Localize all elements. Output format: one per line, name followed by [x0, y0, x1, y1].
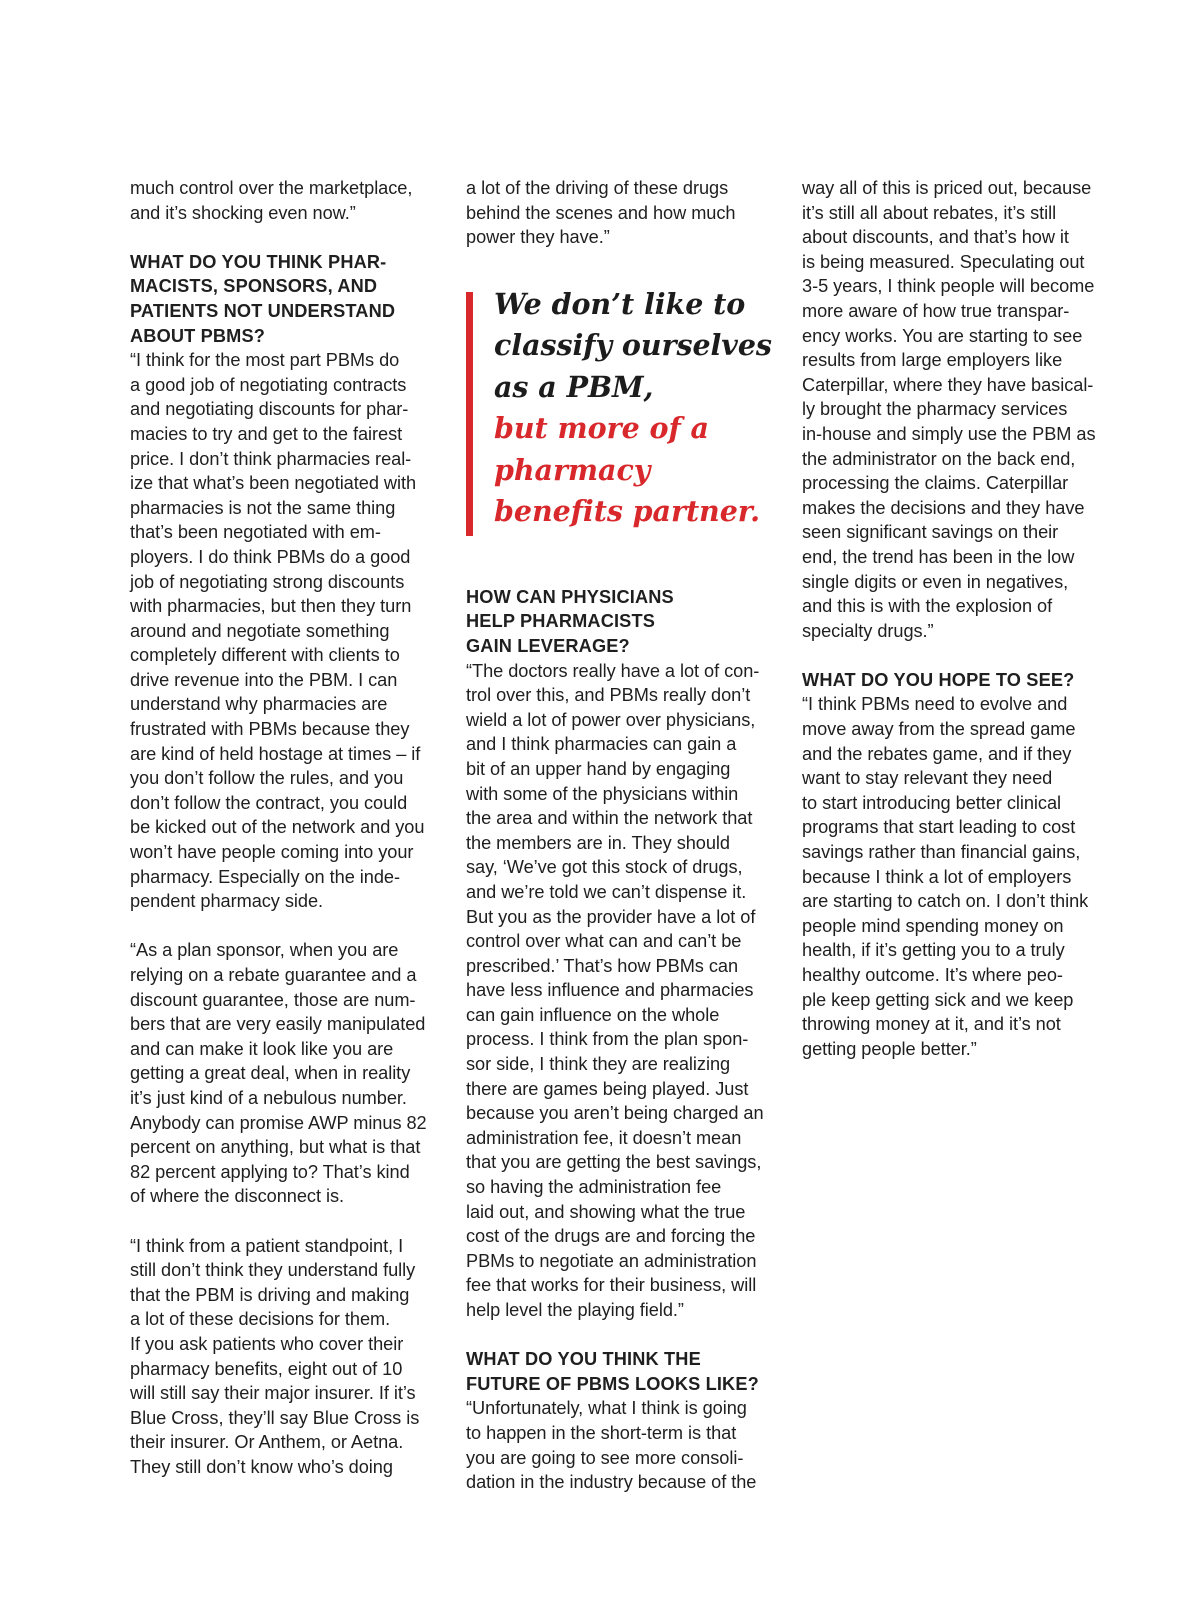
text-line: “The doctors really have a lot of con- [466, 660, 760, 681]
text-line: process. I think from the plan spon- [466, 1029, 749, 1050]
heading-line: MACISTS, SPONSORS, AND [130, 276, 378, 297]
text-line: don’t follow the contract, you could [130, 792, 408, 813]
text-line: behind the scenes and how much [466, 202, 736, 223]
text-line: way all of this is priced out, because [802, 178, 1092, 198]
text-line: dation in the industry because of the [466, 1472, 757, 1493]
text-line: sor side, I think they are realizing [466, 1054, 731, 1075]
text-line: 82 percent applying to? That’s kind [130, 1161, 410, 1182]
text-line: around and negotiate something [130, 620, 390, 641]
text-line: cost of the drugs are and forcing the [466, 1226, 756, 1247]
text-line: a lot of these decisions for them. [130, 1309, 391, 1330]
text-line: frustrated with PBMs because they [130, 719, 410, 740]
text-line: that’s been negotiated with em- [130, 522, 381, 543]
text-line: administration fee, it doesn’t mean [466, 1127, 742, 1148]
text-line: “I think PBMs need to evolve and [802, 694, 1068, 715]
paragraph [802, 692, 1124, 1061]
paragraph [130, 348, 452, 914]
text-line: “I think from a patient standpoint, I [130, 1235, 404, 1256]
text-line: programs that start leading to cost [802, 817, 1076, 838]
text-line: getting people better.” [802, 1038, 977, 1059]
heading-line: HELP PHARMACISTS [466, 611, 656, 632]
heading-line: WHAT DO YOU THINK THE [466, 1349, 701, 1370]
text-line: ple keep getting sick and we keep [802, 989, 1074, 1010]
text-line: you don’t follow the rules, and you [130, 768, 404, 789]
text-line: with some of the physicians within [466, 783, 739, 804]
heading-line: WHAT DO YOU THINK PHAR- [130, 251, 387, 272]
paragraph [130, 1234, 452, 1480]
column-1 [130, 176, 452, 1479]
text-line: discount guarantee, those are num- [130, 989, 416, 1010]
pull-quote-line: classify ourselves [494, 328, 772, 363]
text-line: to happen in the short-term is that [466, 1422, 737, 1443]
text-line: to start introducing better clinical [802, 792, 1062, 813]
text-line: drive revenue into the PBM. I can [130, 669, 398, 690]
text-line: and I think pharmacies can gain a [466, 734, 737, 755]
text-line: pharmacies is not the same thing [130, 497, 396, 518]
text-line: processing the claims. Caterpillar [802, 473, 1069, 494]
text-line: health, if it’s getting you to a truly [802, 940, 1065, 961]
text-line: macies to try and get to the fairest [130, 423, 403, 444]
text-line: and can make it look like you are [130, 1038, 394, 1059]
text-line: ency works. You are starting to see [802, 325, 1083, 346]
text-line: have less influence and pharmacies [466, 980, 754, 1001]
text-line: pendent pharmacy side. [130, 891, 324, 912]
section-heading-pbm-understanding [130, 250, 452, 348]
text-line: are kind of held hostage at times – if [130, 743, 421, 764]
text-line: because I think a lot of employers [802, 866, 1072, 887]
pull-quote-line: as a PBM, [494, 369, 654, 404]
text-line: Blue Cross, they’ll say Blue Cross is [130, 1407, 420, 1428]
text-line: will still say their major insurer. If it’s [130, 1383, 416, 1404]
section-heading-future [466, 1347, 788, 1396]
section-heading-hope [802, 668, 1124, 693]
text-line: laid out, and showing what the true [466, 1201, 746, 1222]
text-line: wield a lot of power over physicians, [466, 709, 756, 730]
text-line: control over what can and can’t be [466, 931, 742, 952]
text-line: and the rebates game, and if they [802, 743, 1072, 764]
text-line: with pharmacies, but then they turn [130, 596, 412, 617]
text-line: more aware of how true transpar- [802, 300, 1070, 321]
pull-quote-highlight-line: pharmacy [494, 452, 651, 487]
text-line: won’t have people coming into your [130, 842, 414, 863]
text-line: that the PBM is driving and making [130, 1284, 410, 1305]
pull-quote [466, 284, 788, 533]
text-line: trol over this, and PBMs really don’t [466, 685, 751, 706]
text-line: seen significant savings on their [802, 522, 1059, 543]
text-line: pharmacy. Especially on the inde- [130, 866, 400, 887]
text-line: ployers. I do think PBMs do a good [130, 546, 411, 567]
text-line: and we’re told we can’t dispense it. [466, 881, 747, 902]
paragraph [130, 938, 452, 1209]
text-line: pharmacy benefits, eight out of 10 [130, 1358, 403, 1379]
text-line: you are going to see more consoli- [466, 1447, 744, 1468]
text-line: still don’t think they understand fully [130, 1260, 416, 1281]
text-line: prescribed.’ That’s how PBMs can [466, 955, 739, 976]
text-line: the members are in. They should [466, 832, 730, 853]
text-line: single digits or even in negatives, [802, 571, 1069, 592]
column-3 [802, 176, 1124, 1061]
paragraph-continued [466, 176, 788, 250]
text-line: completely different with clients to [130, 645, 400, 666]
text-line: bit of an upper hand by engaging [466, 758, 731, 779]
text-line: Anybody can promise AWP minus 82 [130, 1112, 427, 1133]
text-line: healthy outcome. It’s where peo- [802, 965, 1063, 985]
paragraph [466, 1396, 788, 1494]
column-2 [466, 176, 788, 1495]
text-line: makes the decisions and they have [802, 497, 1085, 518]
text-line: be kicked out of the network and you [130, 817, 425, 838]
text-line: help level the playing field.” [466, 1300, 684, 1320]
text-line: people mind spending money on [802, 915, 1064, 936]
paragraph [466, 659, 788, 1323]
text-line: about discounts, and that’s how it [802, 227, 1069, 248]
paragraph-continued [802, 176, 1124, 643]
text-line: job of negotiating strong discounts [130, 571, 405, 592]
text-line: price. I don’t think pharmacies real- [130, 448, 412, 469]
pull-quote-highlight-line: benefits partner. [494, 494, 761, 529]
text-line: savings rather than financial gains, [802, 842, 1081, 863]
text-line: the area and within the network that [466, 808, 753, 829]
text-line: “As a plan sponsor, when you are [130, 940, 399, 961]
text-line: and it’s shocking even now.” [130, 202, 356, 223]
text-line: the administrator on the back end, [802, 448, 1076, 469]
text-line: ize that what’s been negotiated with [130, 473, 417, 494]
text-line: in-house and simply use the PBM as [802, 423, 1096, 444]
text-line: understand why pharmacies are [130, 694, 388, 715]
text-line: throwing money at it, and it’s not [802, 1014, 1061, 1035]
heading-line: PATIENTS NOT UNDERSTAND [130, 300, 396, 321]
text-line: because you aren’t being charged an [466, 1103, 764, 1124]
pull-quote-accent-bar [466, 292, 473, 536]
text-line: want to stay relevant they need [802, 768, 1053, 789]
text-line: “Unfortunately, what I think is going [466, 1398, 747, 1419]
text-line: much control over the marketplace, [130, 178, 413, 198]
text-line: and negotiating discounts for phar- [130, 399, 409, 420]
paragraph-continued [130, 176, 452, 225]
heading-line: WHAT DO YOU HOPE TO SEE? [802, 669, 1075, 690]
text-line: specialty drugs.” [802, 620, 934, 641]
text-line: PBMs to negotiate an administration [466, 1250, 757, 1271]
heading-line: GAIN LEVERAGE? [466, 635, 630, 656]
text-line: getting a great deal, when in reality [130, 1063, 411, 1084]
text-line: percent on anything, but what is that [130, 1137, 421, 1158]
text-line: that you are getting the best savings, [466, 1152, 762, 1173]
text-line: results from large employers like [802, 350, 1063, 371]
pull-quote-line: We don’t like to [494, 286, 746, 321]
text-line: bers that are very easily manipulated [130, 1014, 426, 1035]
text-line: Caterpillar, where they have basical- [802, 374, 1094, 395]
heading-line: FUTURE OF PBMS LOOKS LIKE? [466, 1373, 759, 1394]
text-line: is being measured. Speculating out [802, 251, 1085, 272]
text-line: it’s just kind of a nebulous number. [130, 1087, 407, 1108]
text-line: their insurer. Or Anthem, or Aetna. [130, 1432, 404, 1453]
text-line: say, ‘We’ve got this stock of drugs, [466, 857, 743, 878]
text-line: a good job of negotiating contracts [130, 374, 407, 395]
text-line: But you as the provider have a lot of [466, 906, 756, 927]
text-line: power they have.” [466, 227, 610, 248]
text-line: so having the administration fee [466, 1177, 722, 1198]
text-line: end, the trend has been in the low [802, 546, 1075, 567]
section-heading-physicians [466, 585, 788, 659]
text-line: are starting to catch on. I don’t think [802, 891, 1089, 912]
text-line: and this is with the explosion of [802, 596, 1053, 617]
text-line: ly brought the pharmacy services [802, 399, 1068, 420]
pull-quote-highlight-line: but more of a [494, 411, 709, 446]
text-line: If you ask patients who cover their [130, 1333, 404, 1354]
text-line: it’s still all about rebates, it’s still [802, 202, 1057, 223]
text-line: They still don’t know who’s doing [130, 1456, 393, 1477]
text-line: fee that works for their business, will [466, 1275, 757, 1296]
heading-line: ABOUT PBMS? [130, 325, 266, 346]
text-line: there are games being played. Just [466, 1078, 749, 1099]
heading-line: HOW CAN PHYSICIANS [466, 586, 674, 607]
text-line: of where the disconnect is. [130, 1186, 344, 1207]
text-line: relying on a rebate guarantee and a [130, 965, 417, 985]
text-line: move away from the spread game [802, 719, 1076, 740]
text-line: “I think for the most part PBMs do [130, 350, 400, 371]
text-line: can gain influence on the whole [466, 1004, 720, 1025]
text-line: a lot of the driving of these drugs [466, 178, 729, 198]
text-line: 3-5 years, I think people will become [802, 276, 1095, 297]
